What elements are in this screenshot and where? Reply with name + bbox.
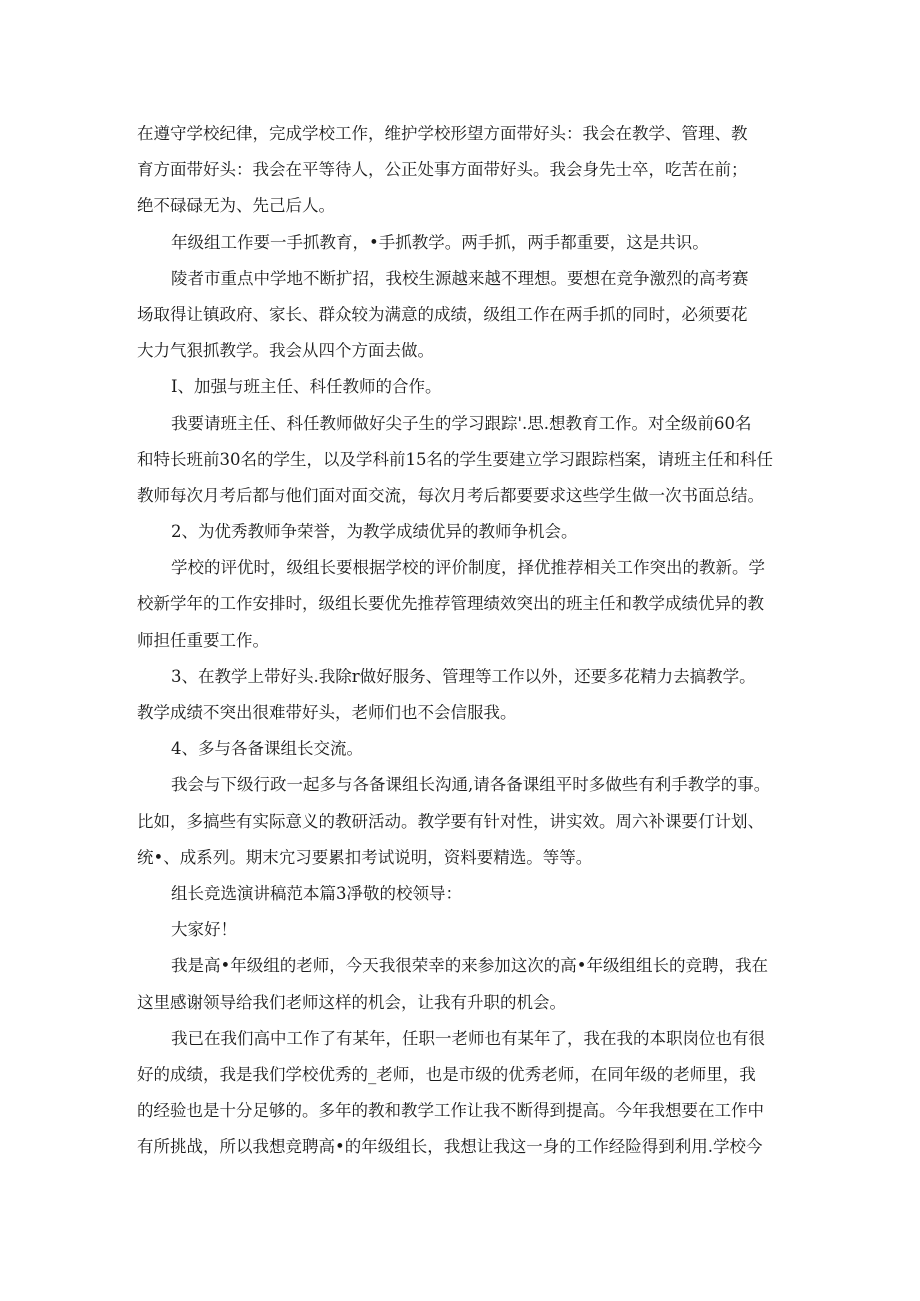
paragraph-first-line: 年级组工作要一手抓教育，•手抓教学。两手抓，两手都重要，这是共识。: [171, 232, 709, 252]
paragraph-first-line: 陵者市重点中学地不断扩招，我校生源越来越不理想。要想在竞争激烈的高考赛: [171, 268, 749, 288]
paragraph-line: 统•、成系列。期末宂习要累扣考试说明，资料要精选。等等。: [137, 847, 593, 867]
paragraph-line: 有所挑战，所以我想竞聘高•的年级组长，我想让我这一身的工作经险得到利用.学校今: [137, 1137, 763, 1157]
paragraph-first-line: 大家好！: [171, 920, 237, 940]
paragraph-line: 在遵守学校纪律，完成学校工作，维护学校形望方面带好头：我会在教学、管理、教: [137, 124, 748, 143]
paragraph-line: 校新学年的工作安排时，级组长要优先推荐管理绩效突出的班主任和教学成绩优异的教: [137, 594, 764, 614]
paragraph-line: 好的成绩，我是我们学校优秀的_老师，也是市级的优秀老师，在同年级的老师里，我: [137, 1064, 756, 1084]
paragraph-first-line: 学校的评优时，级组长要根据学校的评价制度，择优推荐相关工作突出的教新。学: [171, 558, 765, 578]
paragraph-line: 教师每次月考后都与他们面对面交流，每次月考后都要要求这些学生做一次书面总结。: [137, 485, 764, 505]
document-body: [137, 116, 797, 1165]
paragraph-first-line: 组长竞选演讲稿范本篇3凈敬的校领导：: [171, 883, 462, 903]
paragraph-line: 师担任重要工作。: [137, 630, 269, 650]
paragraph-first-line: 我是高•年级组的老师，今天我很荣幸的来参加这次的高•年级组组长的竞聘，我在: [171, 956, 768, 976]
paragraph-line: 场取得让镇政府、家长、群众较为满意的成绩，级组工作在两手抓的同时，必须要花: [137, 304, 748, 324]
paragraph-line: 育方面带好头：我会在平等待人，公正处事方面带好头。我会身先士卒，吃苦在前；: [137, 160, 748, 180]
paragraph-first-line: 4、多与各备课组长交流。: [171, 739, 363, 759]
paragraph-first-line: 3、在教学上带好头.我除r做好服务、管理等工作以外，还要多花精力去搞教学。: [171, 666, 756, 686]
paragraph-line: 教学成绩不突出很难带好头，老师们也不会信服我。: [137, 703, 517, 722]
paragraph-first-line: 我已在我们高中工作了有某年，任职一老师也有某年了，我在我的本职岗位也有很: [171, 1028, 765, 1048]
paragraph-line: 的经验也是十分足够的。多年的教和教学工作让我不断得到提高。今年我想要在工作中: [137, 1101, 764, 1121]
paragraph-line: 和特长班前30名的学生，以及学科前15名的学生要建立学习跟踪档案，请班主任和科任: [137, 449, 773, 469]
paragraph-first-line: 我要请班主任、科任教师做好尖子生的学习跟踪'.思.想教育工作。对全级前60名: [171, 413, 752, 433]
paragraph-first-line: 我会与下级行政一起多与各备课组长沟通,请各备课组平时多做些有利手教学的事。: [171, 775, 771, 795]
paragraph-line: 比如，多搞些有实际意义的教研活动。教学要有针对性，讲实效。周六补课要仃计划、: [137, 811, 764, 831]
paragraph-line: 大力气狠抓教学。我会从四个方面去做。: [137, 341, 434, 361]
paragraph-line: 这里感谢领导给我们老师这样的机会，让我有升职的机会。: [137, 992, 566, 1012]
paragraph-first-line: 2、为优秀教师争荣誉，为教学成绩优异的教师争机会。: [171, 522, 578, 542]
paragraph-line: 绝不碌碌无为、先己后人。: [137, 196, 335, 216]
paragraph-first-line: I、加强与班主任、科任教师的合作。: [171, 377, 442, 397]
